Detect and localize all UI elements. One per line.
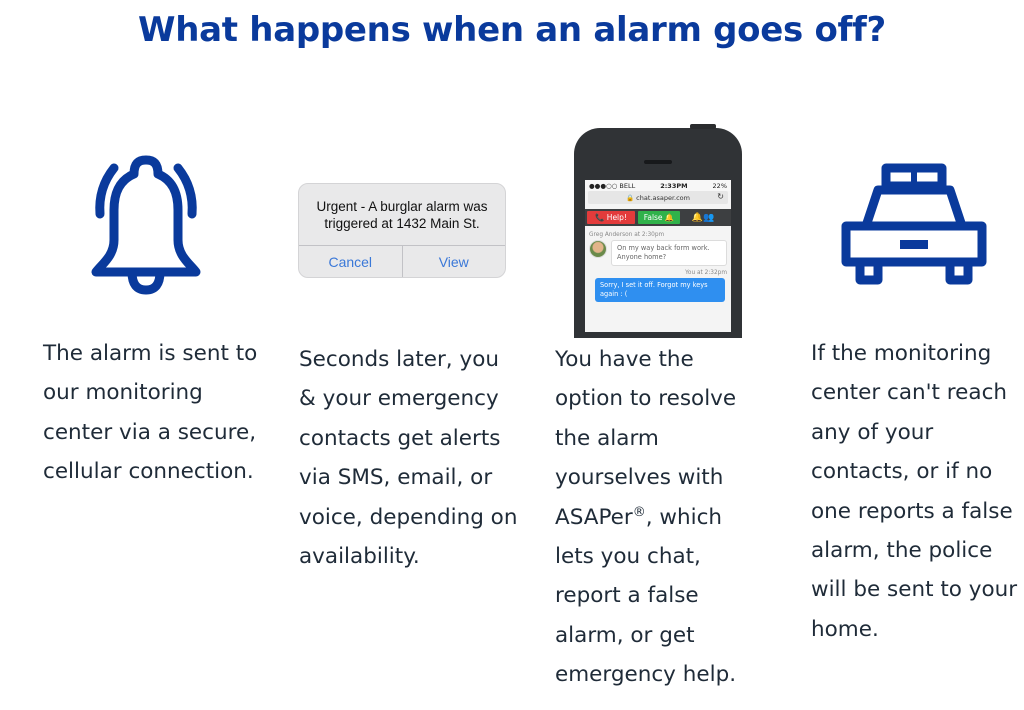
- outgoing-sender: You at 2:32pm: [685, 270, 727, 276]
- chat-action-bar: [585, 209, 731, 226]
- step-2-text: Seconds later, you & your emergency contacts get alerts via SMS, email, or voice, depending on availability.: [299, 347, 518, 570]
- phone-battery: 22%: [712, 181, 727, 190]
- alert-view-button[interactable]: View: [402, 246, 506, 278]
- alert-cancel-button[interactable]: Cancel: [328, 254, 373, 270]
- avatar: [589, 240, 607, 258]
- chat-thread: [585, 226, 731, 305]
- phone-url: 🔒 chat.asaper.com: [626, 193, 690, 202]
- incoming-message-row: [589, 240, 727, 266]
- alert-buttons: [299, 245, 505, 278]
- bell-icon: [80, 152, 212, 302]
- phone-time: 2:33PM: [660, 181, 688, 190]
- phone-speaker: [644, 160, 672, 164]
- phone-url-bar[interactable]: [588, 191, 728, 204]
- phone-carrier: ●●●○○ BELL: [589, 181, 636, 190]
- help-button[interactable]: 📞 Help!: [587, 211, 635, 224]
- page-title: What happens when an alarm goes off?: [138, 10, 886, 50]
- step-3-text: [555, 340, 765, 695]
- phone-status-bar: [585, 180, 731, 191]
- registered-mark: ®: [632, 504, 646, 520]
- contacts-icon[interactable]: 🔔👥: [691, 212, 715, 223]
- outgoing-message: Sorry, I set it off. Forgot my keys again : (: [595, 278, 725, 302]
- phone-screen: [585, 180, 731, 332]
- false-alarm-button[interactable]: False 🔔: [638, 211, 680, 224]
- incoming-message: On my way back form work. Anyone home?: [611, 240, 727, 266]
- phone-power-button: [690, 124, 716, 129]
- step-3-text-after: , which lets you chat, report a false alarm, or get emergency help.: [555, 504, 737, 688]
- step-1-text: The alarm is sent to our monitoring center via a secure, cellular connection.: [43, 341, 258, 485]
- incoming-sender: Greg Anderson at 2:30pm: [589, 232, 665, 238]
- phone-mockup: [574, 128, 742, 338]
- step-4-text: If the monitoring center can't reach any of your contacts, or if no one reports a false alarm, the police will be sent to your home.: [811, 341, 1018, 642]
- reload-icon[interactable]: ↻: [717, 192, 724, 201]
- alert-dialog: [298, 183, 506, 278]
- step-3-text-before: You have the option to resolve the alarm yourselves with ASAPer: [555, 347, 737, 530]
- police-car-icon: [838, 160, 990, 290]
- alert-message: Urgent - A burglar alarm was triggered at 1432 Main St.: [316, 199, 488, 231]
